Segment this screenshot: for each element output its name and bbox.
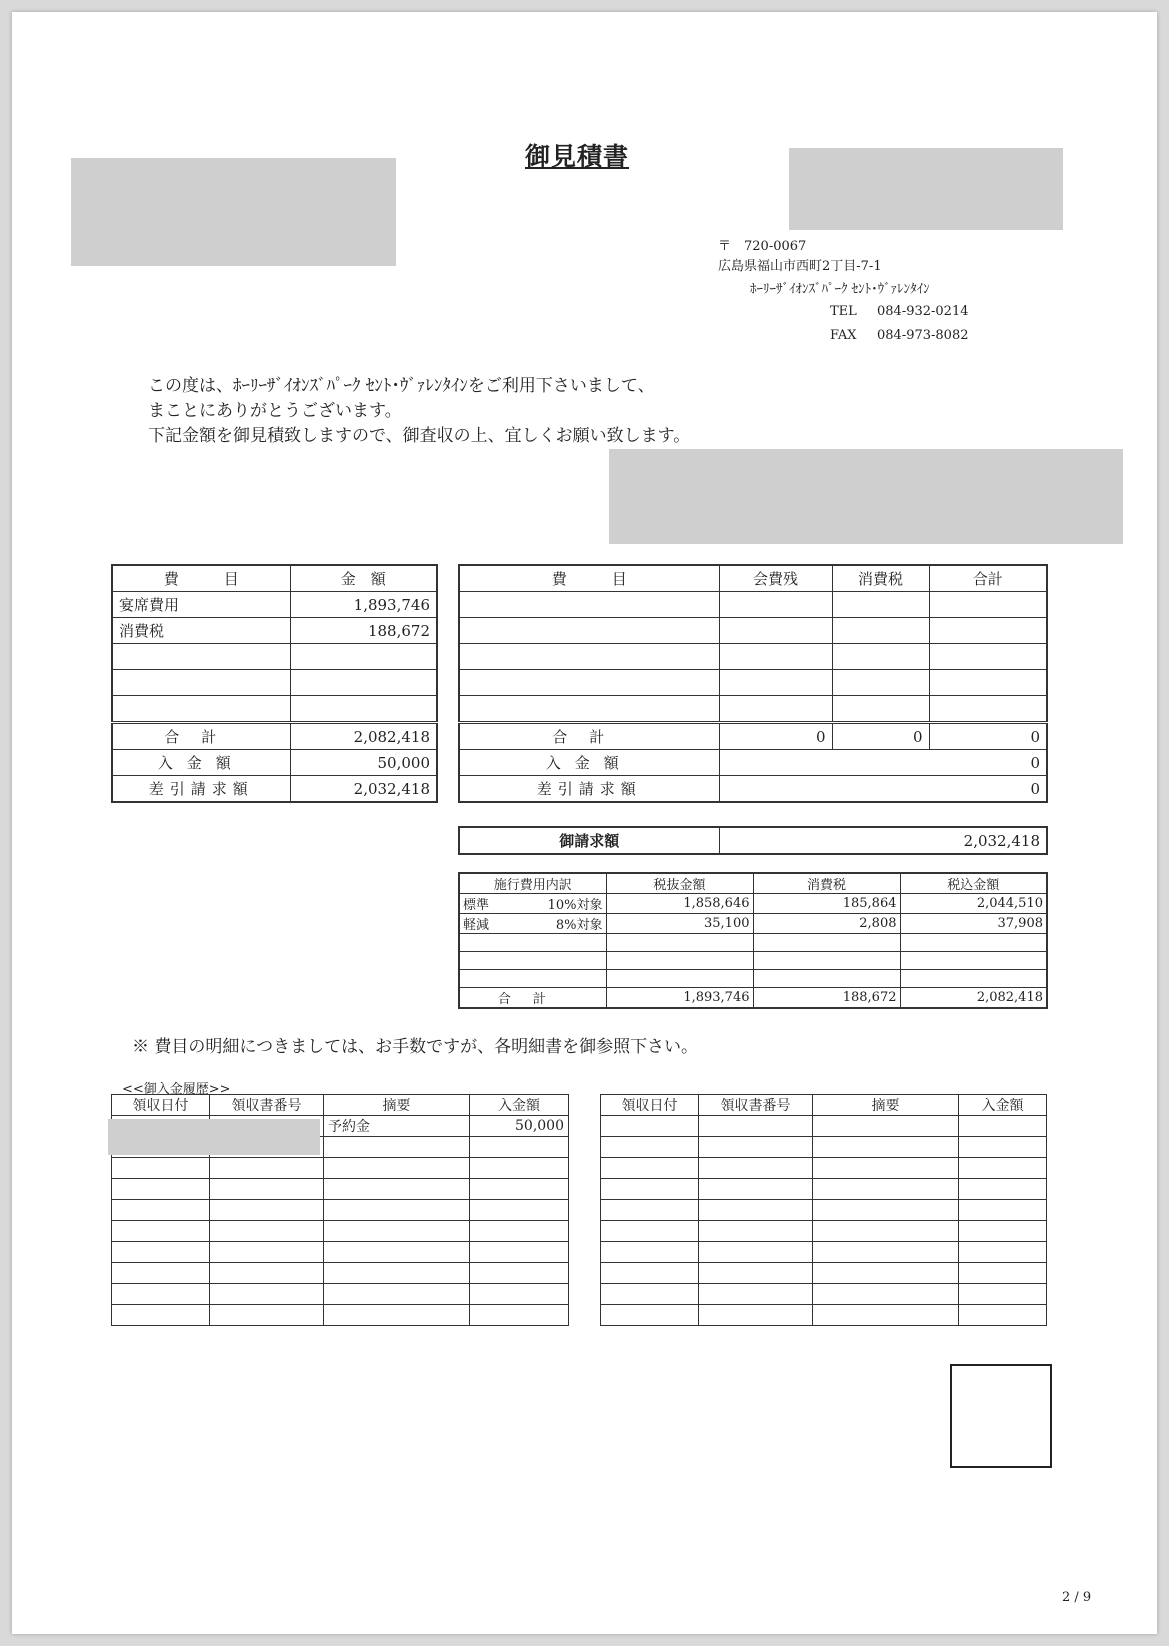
header-breakdown: 施行費用内訳 [459,873,606,894]
table-row [112,618,437,644]
cell [470,1200,569,1221]
tax-type-cell [459,894,606,914]
table-row [601,1116,1047,1137]
tax-cell: 2,808 [753,914,900,934]
header-receipt-date: 領収日付 [601,1095,699,1116]
balance-label: 差引請求額 [112,776,290,803]
redacted-recipient [71,158,396,266]
cell [601,1200,699,1221]
cell [324,1284,470,1305]
table-row [601,1179,1047,1200]
paid-label: 入金額 [112,750,290,776]
cell [324,1263,470,1284]
sender-fax: 084-973-8082 [877,328,969,343]
table-row [112,696,437,723]
table-row [601,1242,1047,1263]
cell [459,952,606,970]
cell [324,1305,470,1326]
cell [959,1137,1047,1158]
tax-rate: 8%対象 [555,918,603,933]
total-tax: 0 [832,723,929,750]
cell [929,618,1047,644]
cell [470,1179,569,1200]
cell [601,1284,699,1305]
payment-amount-cell: 50,000 [470,1116,569,1137]
table-row [112,1221,569,1242]
table-row [112,1305,569,1326]
cell [210,1242,324,1263]
tax-type-cell [459,914,606,934]
claim-amount-table [458,826,1048,855]
cell [832,696,929,723]
header-summary: 摘要 [324,1095,470,1116]
cell [210,1158,324,1179]
cell [112,1263,210,1284]
cell [601,1242,699,1263]
balance-row [459,776,1047,803]
item-cell [112,670,290,696]
cell [210,1200,324,1221]
greeting-line: この度は、ﾎｰﾘｰｻﾞｲｵﾝｽﾞﾊﾟｰｸ ｾﾝﾄ･ｳﾞｧﾚﾝﾀｲﾝをご利用下さいまして、 [148,376,655,396]
cell [832,644,929,670]
amount-cell [290,670,437,696]
header-total: 合計 [929,565,1047,592]
cell [832,592,929,618]
balance-label: 差引請求額 [459,776,719,803]
header-summary: 摘要 [813,1095,959,1116]
cell [900,970,1047,988]
header-gross: 税込金額 [900,873,1047,894]
claim-amount: 2,032,418 [719,827,1047,854]
cell [959,1242,1047,1263]
cell [324,1242,470,1263]
cell [959,1284,1047,1305]
cell [959,1263,1047,1284]
sender-postal: 〒 720-0067 [718,239,807,254]
table-row [112,1200,569,1221]
total-remaining-fee: 0 [719,723,832,750]
total-net: 1,893,746 [606,988,753,1009]
cell [753,952,900,970]
cell [470,1242,569,1263]
cell [699,1221,813,1242]
table-row [459,618,1047,644]
cell [112,1221,210,1242]
cell [112,1200,210,1221]
cell [699,1158,813,1179]
sender-address: 広島県福山市西町2丁目-7-1 [718,259,882,274]
cell [210,1284,324,1305]
table-row [112,1284,569,1305]
total-row [459,723,1047,750]
cell [606,934,753,952]
cell [959,1200,1047,1221]
cell [813,1179,959,1200]
header-tax: 消費税 [832,565,929,592]
summary-table-left [111,564,438,803]
cell [832,670,929,696]
table-row [459,914,1047,934]
tax-type: 標準 [463,898,490,913]
amount-cell: 188,672 [290,618,437,644]
cell [929,644,1047,670]
cell [470,1305,569,1326]
cell [813,1158,959,1179]
cell [813,1305,959,1326]
claim-label: 御請求額 [459,827,719,854]
cell [719,696,832,723]
payment-history-table-right [600,1094,1047,1326]
paid-amount: 0 [719,750,1047,776]
item-cell: 宴席費用 [112,592,290,618]
cell [753,970,900,988]
cell [324,1158,470,1179]
cell [324,1221,470,1242]
greeting-line: 下記金額を御見積致しますので、御査収の上、宜しくお願い致します。 [148,426,691,446]
table-row [112,670,437,696]
table-row [459,894,1047,914]
sender-tel-label: TEL [830,304,857,319]
cell [601,1221,699,1242]
cell [699,1305,813,1326]
sender-fax-label: FAX [830,328,857,343]
table-row [112,644,437,670]
cell [210,1305,324,1326]
cell [459,670,719,696]
table-row [112,1179,569,1200]
item-cell: 消費税 [112,618,290,644]
table-row [601,1137,1047,1158]
header-payment-amount: 入金額 [470,1095,569,1116]
paid-amount: 50,000 [290,750,437,776]
payment-history-label: <<御入金履歴>> [122,1082,231,1097]
cell [112,1284,210,1305]
net-cell: 1,858,646 [606,894,753,914]
balance-amount: 0 [719,776,1047,803]
cell [813,1116,959,1137]
cell [699,1137,813,1158]
cell [601,1263,699,1284]
cell [601,1137,699,1158]
total-label: 合計 [459,988,606,1009]
cell [699,1284,813,1305]
table-row [112,592,437,618]
header-receipt-number: 領収書番号 [699,1095,813,1116]
cell [112,1179,210,1200]
cell [929,696,1047,723]
cell [470,1158,569,1179]
table-row [112,1242,569,1263]
redacted-block [609,449,1123,544]
table-row [459,934,1047,952]
cell [324,1200,470,1221]
cell [813,1200,959,1221]
detail-note: ※ 費目の明細につきましては、お手数ですが、各明細書を御参照下さい。 [132,1037,699,1057]
cell [753,934,900,952]
summary-table-right [458,564,1048,803]
document-title: 御見積書 [524,142,629,171]
cell [459,644,719,670]
item-cell [112,644,290,670]
cell [112,1242,210,1263]
redacted-logo [789,148,1063,230]
seal-box [950,1364,1052,1468]
cell [813,1263,959,1284]
cell [601,1158,699,1179]
paid-label: 入金額 [459,750,719,776]
total-sum: 0 [929,723,1047,750]
tax-rate: 10%対象 [547,898,603,913]
table-row [459,592,1047,618]
table-row [112,1263,569,1284]
cell [606,970,753,988]
table-row [459,696,1047,723]
cell [324,1179,470,1200]
sender-tel: 084-932-0214 [877,304,969,319]
table-row [601,1158,1047,1179]
table-row [601,1221,1047,1242]
cell [929,670,1047,696]
amount-cell [290,644,437,670]
header-item: 費 目 [459,565,719,592]
cell [959,1158,1047,1179]
amount-cell [290,696,437,723]
cell [900,952,1047,970]
net-cell: 35,100 [606,914,753,934]
redacted-receipt-info [108,1119,320,1155]
cell [813,1137,959,1158]
table-row [601,1284,1047,1305]
table-row [112,1158,569,1179]
cell [699,1179,813,1200]
cell [601,1116,699,1137]
header-remaining-fee: 会費残 [719,565,832,592]
cell [459,970,606,988]
cell [959,1305,1047,1326]
paid-row [459,750,1047,776]
amount-cell: 1,893,746 [290,592,437,618]
tax-breakdown-table [458,872,1048,1009]
tax-type: 軽減 [463,918,490,933]
cell [606,952,753,970]
summary-cell: 予約金 [324,1116,470,1137]
cell [112,1305,210,1326]
cell [601,1179,699,1200]
cell [832,618,929,644]
table-row [601,1305,1047,1326]
cell [459,934,606,952]
tax-cell: 185,864 [753,894,900,914]
table-row [459,644,1047,670]
table-row [601,1263,1047,1284]
header-item: 費 目 [112,565,290,592]
paid-row [112,750,437,776]
cell [324,1137,470,1158]
total-tax: 188,672 [753,988,900,1009]
cell [601,1305,699,1326]
cell [900,934,1047,952]
total-row [459,988,1047,1009]
cell [959,1221,1047,1242]
balance-row [112,776,437,803]
total-gross: 2,082,418 [900,988,1047,1009]
header-receipt-number: 領収書番号 [210,1095,324,1116]
header-net: 税抜金額 [606,873,753,894]
table-row [459,952,1047,970]
cell [210,1263,324,1284]
table-row [459,670,1047,696]
total-label: 合計 [459,723,719,750]
item-cell [112,696,290,723]
cell [959,1116,1047,1137]
cell [470,1137,569,1158]
page-number: 2 / 9 [1062,1590,1092,1605]
table-row [601,1200,1047,1221]
cell [719,592,832,618]
total-row [112,723,437,750]
total-amount: 2,082,418 [290,723,437,750]
greeting-line: まことにありがとうございます。 [148,401,402,421]
cell [699,1200,813,1221]
document-page [12,12,1157,1634]
header-receipt-date: 領収日付 [112,1095,210,1116]
cell [813,1242,959,1263]
cell [959,1179,1047,1200]
cell [699,1242,813,1263]
cell [459,618,719,644]
balance-amount: 2,032,418 [290,776,437,803]
total-label: 合計 [112,723,290,750]
cell [459,592,719,618]
sender-name: ﾎｰﾘｰｻﾞｲｵﾝｽﾞﾊﾟｰｸ ｾﾝﾄ･ｳﾞｧﾚﾝﾀｲﾝ [750,282,930,297]
cell [719,670,832,696]
greeting-text [148,374,690,449]
cell [719,644,832,670]
header-tax: 消費税 [753,873,900,894]
cell [699,1116,813,1137]
cell [470,1284,569,1305]
cell [719,618,832,644]
header-payment-amount: 入金額 [959,1095,1047,1116]
cell [470,1263,569,1284]
cell [699,1263,813,1284]
cell [470,1221,569,1242]
header-amount: 金 額 [290,565,437,592]
gross-cell: 2,044,510 [900,894,1047,914]
cell [210,1221,324,1242]
cell [459,696,719,723]
table-row [459,970,1047,988]
cell [210,1179,324,1200]
cell [929,592,1047,618]
cell [813,1284,959,1305]
cell [813,1221,959,1242]
gross-cell: 37,908 [900,914,1047,934]
cell [112,1158,210,1179]
